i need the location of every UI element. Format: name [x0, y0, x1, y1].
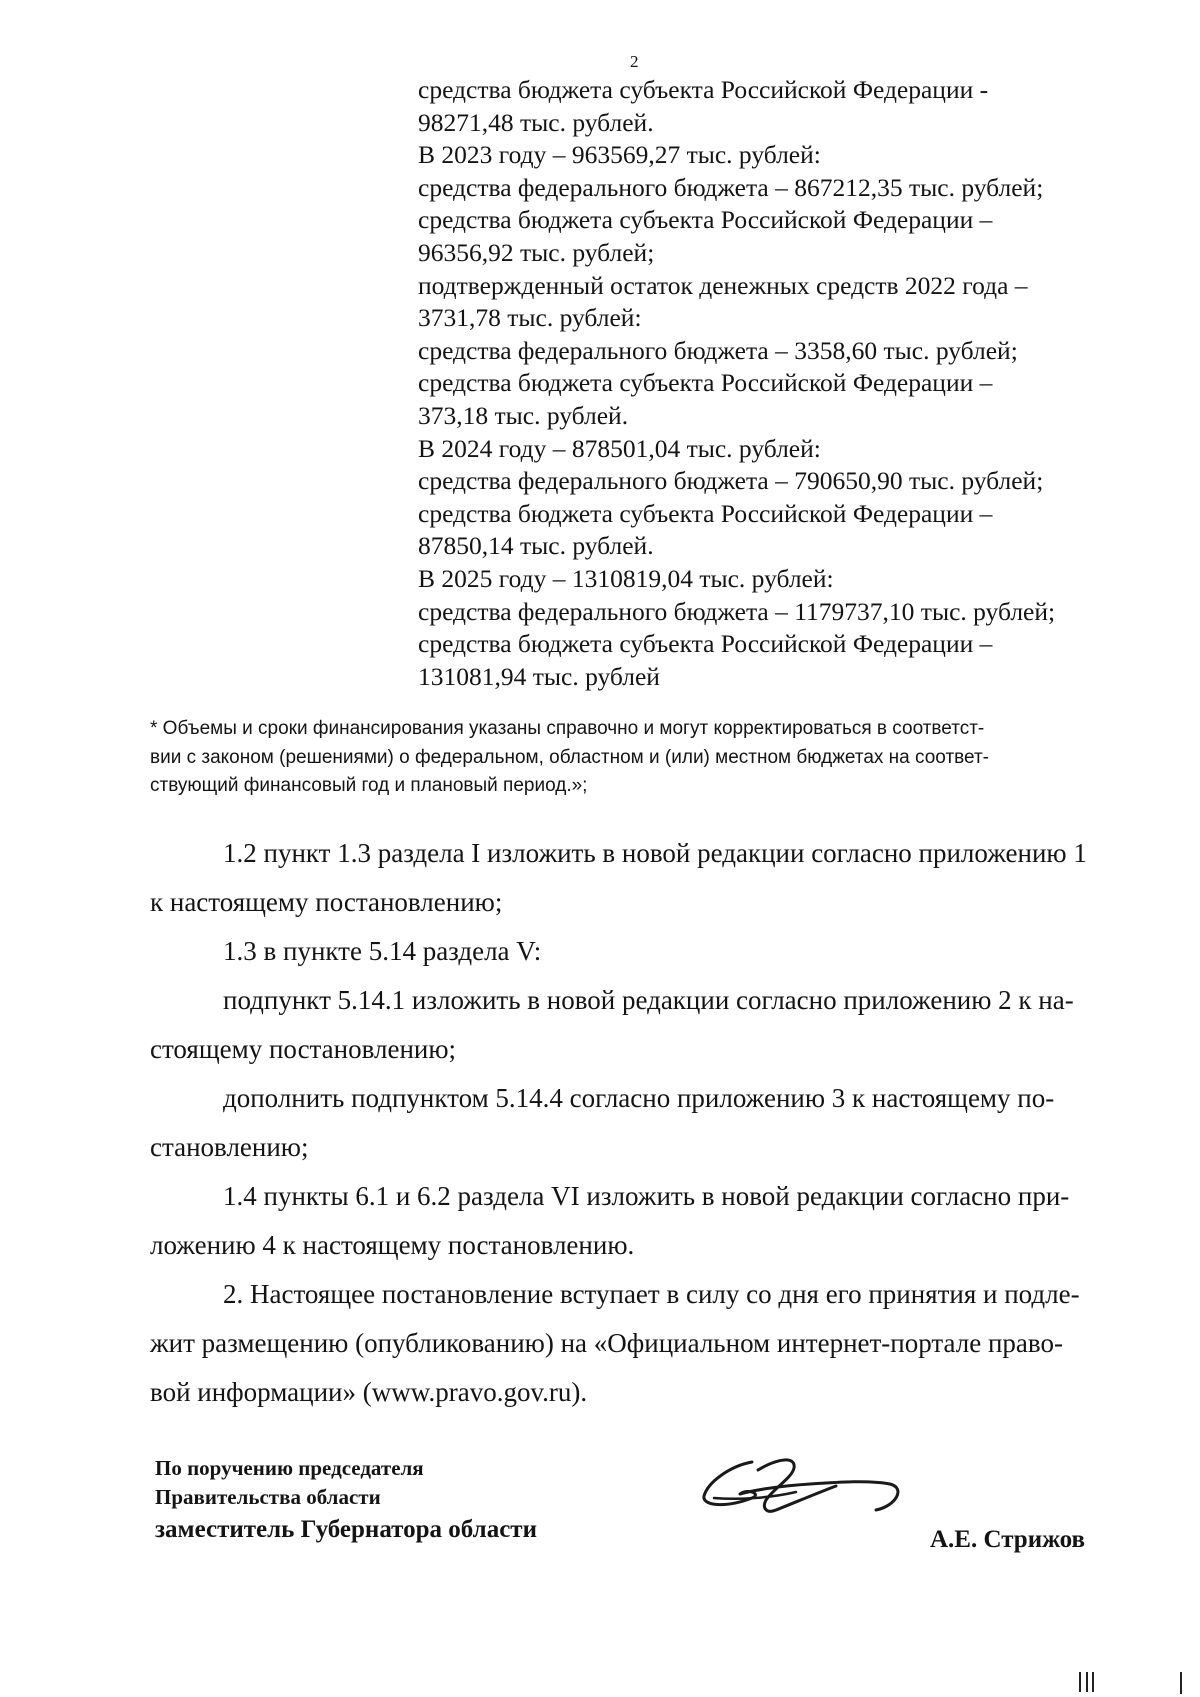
paragraph-line: жит размещению (опубликованию) на «Официальном интернет-портале право-	[150, 1328, 1063, 1358]
paragraph-1-4	[150, 1172, 1069, 1270]
funding-breakdown	[418, 74, 1158, 693]
funding-line: подтвержденный остаток денежных средств 2022 года –	[418, 270, 1028, 300]
paragraph-line: вой информации» (www.pravo.gov.ru).	[150, 1377, 588, 1407]
page-number: 2	[630, 52, 639, 71]
signatory-title-line: Правительства области	[155, 1485, 381, 1509]
funding-line: 96356,92 тыс. рублей;	[418, 237, 655, 267]
funding-line: средства федерального бюджета – 1179737,10 тыс. рублей;	[418, 596, 1056, 626]
paragraph-line: ложению 4 к настоящему постановлению.	[150, 1230, 635, 1260]
financing-footnote	[150, 715, 1140, 801]
scan-artifact	[1092, 1672, 1094, 1692]
funding-line: В 2024 году – 878501,04 тыс. рублей:	[418, 433, 821, 463]
funding-line: средства бюджета субъекта Российской Федерации –	[418, 368, 993, 398]
funding-line: В 2025 году – 1310819,04 тыс. рублей:	[418, 563, 834, 593]
handwritten-signature	[700, 1448, 910, 1528]
footnote-line: ствующий финансовый год и плановый период.»;	[150, 775, 588, 796]
paragraph-line: 1.3 в пункте 5.14 раздела V:	[223, 936, 542, 966]
funding-line: 131081,94 тыс. рублей	[418, 661, 660, 691]
funding-line: средства бюджета субъекта Российской Федерации –	[418, 629, 993, 659]
funding-line: средства федерального бюджета – 867212,35 тыс. рублей;	[418, 172, 1044, 202]
paragraph-subpoint-5-14-1	[150, 976, 1074, 1074]
scan-artifact	[1180, 1672, 1182, 1694]
paragraph-subpoint-5-14-4	[150, 1074, 1054, 1172]
paragraph-line: к настоящему постановлению;	[150, 887, 503, 917]
funding-line: средства бюджета субъекта Российской Федерации –	[418, 498, 993, 528]
funding-line: 87850,14 тыс. рублей.	[418, 531, 654, 561]
paragraph-line: 1.4 пункты 6.1 и 6.2 раздела VI изложить в новой редакции согласно при-	[223, 1181, 1070, 1211]
footnote-line: вии с законом (решениями) о федеральном, областном и (или) местном бюджетах на соответ-	[150, 746, 989, 768]
signatory-title-line: заместитель Губернатора области	[155, 1516, 537, 1543]
paragraph-line: 2. Настоящее постановление вступает в силу со дня его принятия и подле-	[223, 1279, 1080, 1309]
signatory-title-line: По поручению председателя	[155, 1456, 424, 1480]
signatory-name: А.Е. Стрижов	[930, 1526, 1085, 1553]
paragraph-line: дополнить подпунктом 5.14.4 согласно приложению 3 к настоящему по-	[223, 1083, 1055, 1113]
funding-line: средства бюджета субъекта Российской Федерации -	[418, 75, 989, 104]
funding-line: средства бюджета субъекта Российской Федерации –	[418, 205, 993, 235]
paragraph-line: 1.2 пункт 1.3 раздела I изложить в новой редакции согласно приложению 1	[223, 838, 1087, 868]
paragraph-line: стоящему постановлению;	[150, 1034, 457, 1064]
funding-line: 373,18 тыс. рублей.	[418, 400, 629, 430]
paragraph-1-2	[150, 829, 1087, 927]
paragraph-2	[150, 1270, 1080, 1417]
funding-line: средства федерального бюджета – 790650,90 тыс. рублей;	[418, 466, 1044, 496]
paragraph-1-3	[150, 927, 541, 976]
signatory-title	[155, 1454, 537, 1548]
paragraph-line: становлению;	[150, 1132, 309, 1162]
funding-line: 98271,48 тыс. рублей.	[418, 107, 654, 137]
funding-line: В 2023 году – 963569,27 тыс. рублей:	[418, 140, 821, 170]
scan-artifact	[1079, 1672, 1081, 1692]
footnote-line: * Объемы и сроки финансирования указаны справочно и могут корректироваться в соответст-	[150, 718, 985, 739]
scan-artifact	[1086, 1672, 1088, 1692]
paragraph-line: подпункт 5.14.1 изложить в новой редакции согласно приложению 2 к на-	[223, 985, 1074, 1015]
funding-line: 3731,78 тыс. рублей:	[418, 303, 642, 333]
funding-line: средства федерального бюджета – 3358,60 тыс. рублей;	[418, 335, 1018, 365]
